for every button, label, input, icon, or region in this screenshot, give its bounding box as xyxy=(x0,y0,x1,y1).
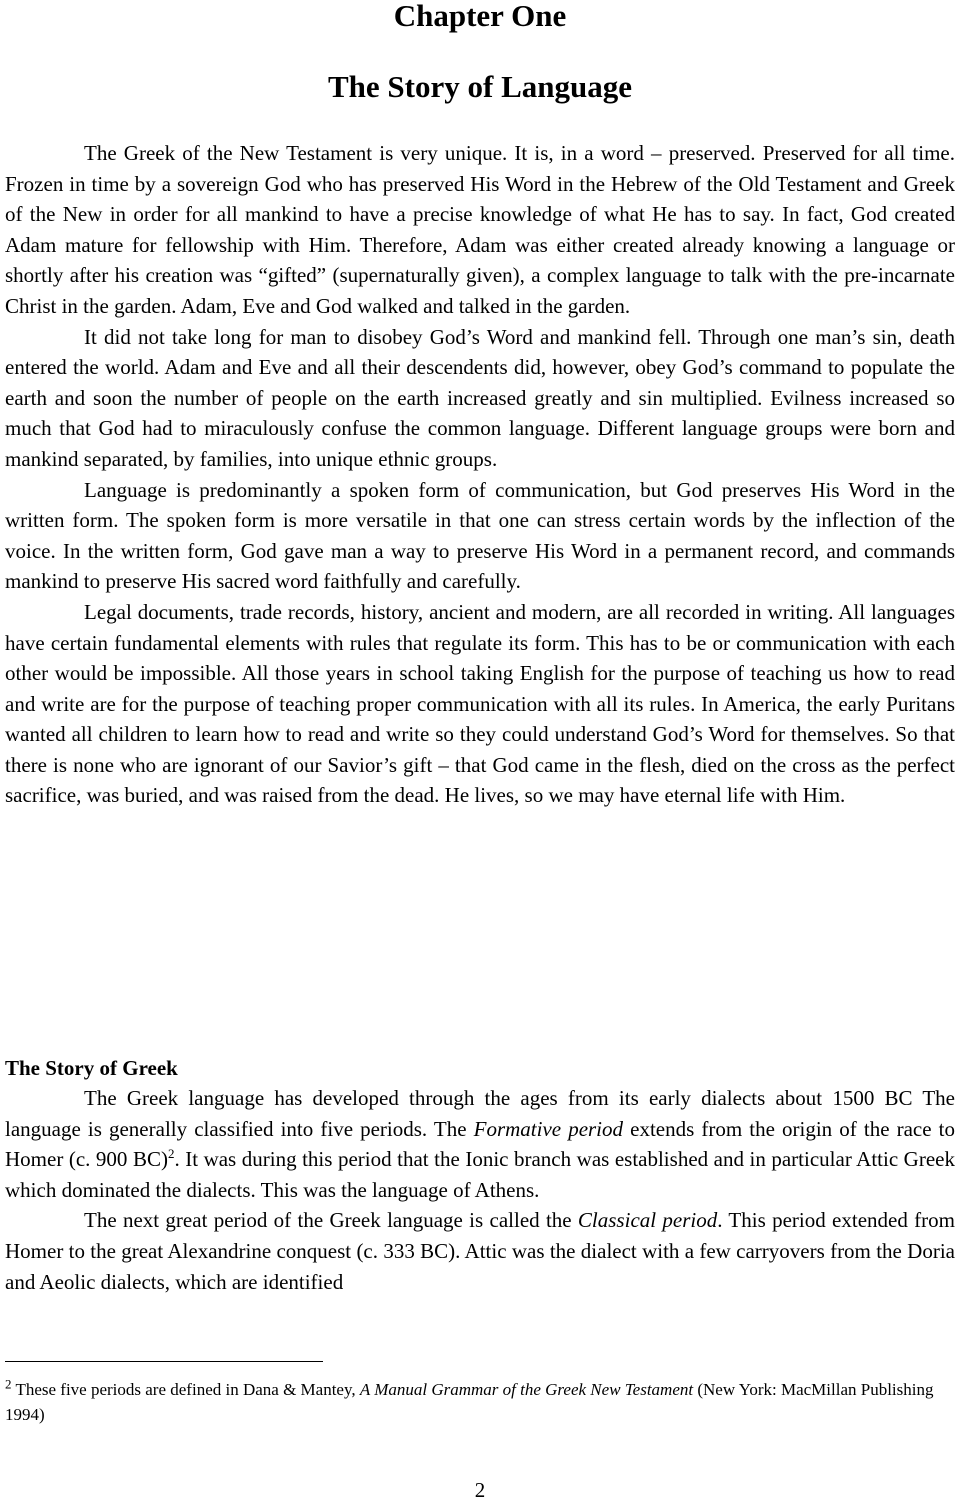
formative-period-term: Formative period xyxy=(473,1116,624,1141)
chapter-title: Chapter One xyxy=(393,0,567,33)
greek-p1-text-b: extends from the origin of the race to Homer (c. 900 BC) xyxy=(5,1116,955,1172)
paragraph-2: It did not take long for man to disobey God’s Word and mankind fell. Through one man’s sin, death entered the world. Adam and Eve and all their descendents did, however, obey God’s command to populate the earth and soon the number of people on the earth increased greatly and sin multiplied. Evilness increased so much that God had to miraculously confuse the common language. Different language groups were born and mankind separated, by families, into unique ethnic groups. xyxy=(5,324,955,471)
footnote-text-b: (New York: MacMillan Publishing 1994) xyxy=(5,1380,934,1424)
paragraph-1: The Greek of the New Testament is very unique. It is, in a word – preserved. Preserved for all time. Frozen in time by a sovereign God who has preserved His Word in the Hebrew of the Old Testament and Greek of the New in order for all mankind to have a precise knowledge of what He has to say. In fact, God created Adam mature for fellowship with Him. Therefore, Adam was either created already knowing a language or shortly after his creation was “gifted” (supernaturally given), a complex language to talk with the pre-incarnate Christ in the garden. Adam, Eve and God walked and talked in the garden. xyxy=(5,141,955,318)
greek-p2-text-b: . This period extended from Homer to the great Alexandrine conquest (c. 333 BC). Attic was the dialect with a few carryovers from the Doria and Aeolic dialects, which are identified xyxy=(5,1208,955,1294)
greek-section-body xyxy=(5,1083,955,1297)
greek-paragraph-1 xyxy=(5,1083,955,1205)
section-title-story-of-language: The Story of Language xyxy=(328,69,632,104)
page-number: 2 xyxy=(474,1478,486,1502)
footnote-text-a: These five periods are defined in Dana & Mantey, xyxy=(11,1380,360,1399)
language-section-body xyxy=(5,138,955,811)
greek-p2-text-a: The next great period of the Greek language is called the xyxy=(84,1208,578,1233)
footnote-marker: 2 xyxy=(5,1376,12,1392)
classical-period-term: Classical period xyxy=(577,1208,718,1233)
section-heading-story-of-greek: The Story of Greek xyxy=(5,1056,178,1080)
footnote-divider xyxy=(5,1361,323,1362)
greek-paragraph-2 xyxy=(5,1205,955,1297)
paragraph-4: Legal documents, trade records, history, ancient and modern, are all recorded in writing. All languages have certain fundamental elements with rules that regulate its form. This has to be or communication with each other would be impossible. All those years in school taking English for the purpose of teaching us how to read and write are for the purpose of teaching proper communication with all its rules. In America, the early Puritans wanted all children to learn how to read and write so they could understand God’s Word for themselves. So that there is none who are ignorant of our Savior’s gift – that God came in the flesh, died on the cross as the perfect sacrifice, was buried, and was raised from the dead. He lives, so we may have eternal life with Him. xyxy=(5,599,955,808)
footnote xyxy=(5,1377,960,1427)
greek-p1-text-a: The Greek language has developed through the ages from its early dialects about 1500 BC The language is generally classified into five periods. The xyxy=(5,1086,955,1141)
footnote-reference: 2 xyxy=(167,1146,175,1162)
greek-p1-text-c: . It was during this period that the Ionic branch was established and in particular Attic Greek which dominated the dialects. This was the language of Athens. xyxy=(5,1147,955,1202)
paragraph-3: Language is predominantly a spoken form of communication, but God preserves His Word in the written form. The spoken form is more versatile in that one can stress certain words by the inflection of the voice. In the written form, God gave man a way to preserve His Word in a permanent record, and commands mankind to preserve His sacred word faithfully and carefully. xyxy=(5,477,955,594)
footnote-book-title: A Manual Grammar of the Greek New Testament xyxy=(359,1380,694,1399)
